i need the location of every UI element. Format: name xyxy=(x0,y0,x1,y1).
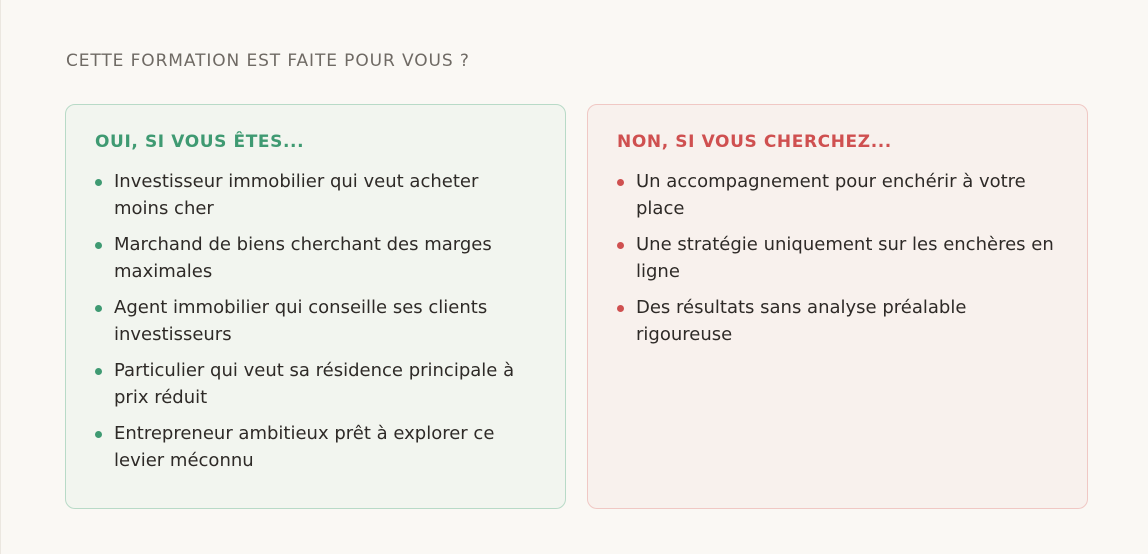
list-item xyxy=(95,294,537,348)
bullet-dot-icon xyxy=(617,242,624,249)
no-list xyxy=(617,168,1059,348)
list-item xyxy=(617,231,1059,285)
section-title: CETTE FORMATION EST FAITE POUR VOUS ? xyxy=(66,51,470,71)
bullet-dot-icon xyxy=(95,431,102,438)
yes-card xyxy=(65,104,566,509)
yes-card-title: OUI, SI VOUS ÊTES... xyxy=(95,132,305,152)
list-item xyxy=(617,294,1059,348)
list-item-text: Agent immobilier qui conseille ses clients investisseurs xyxy=(114,297,488,345)
yes-list xyxy=(95,168,537,474)
bullet-dot-icon xyxy=(95,179,102,186)
bullet-dot-icon xyxy=(95,368,102,375)
audience-cards xyxy=(65,104,1088,509)
list-item-text: Investisseur immobilier qui veut acheter moins cher xyxy=(114,171,479,219)
list-item xyxy=(617,168,1059,222)
bullet-dot-icon xyxy=(95,242,102,249)
list-item xyxy=(95,168,537,222)
list-item-text: Marchand de biens cherchant des marges maximales xyxy=(114,234,492,282)
bullet-dot-icon xyxy=(617,305,624,312)
list-item xyxy=(95,231,537,285)
list-item xyxy=(95,420,537,474)
bullet-dot-icon xyxy=(95,305,102,312)
list-item-text: Une stratégie uniquement sur les enchères en ligne xyxy=(636,234,1054,282)
list-item xyxy=(95,357,537,411)
bullet-dot-icon xyxy=(617,179,624,186)
list-item-text: Des résultats sans analyse préalable rigoureuse xyxy=(636,297,967,345)
no-card-title: NON, SI VOUS CHERCHEZ... xyxy=(617,132,892,152)
list-item-text: Entrepreneur ambitieux prêt à explorer ce levier méconnu xyxy=(114,423,495,471)
no-card xyxy=(587,104,1088,509)
list-item-text: Particulier qui veut sa résidence principale à prix réduit xyxy=(114,360,515,408)
list-item-text: Un accompagnement pour enchérir à votre place xyxy=(636,171,1026,219)
